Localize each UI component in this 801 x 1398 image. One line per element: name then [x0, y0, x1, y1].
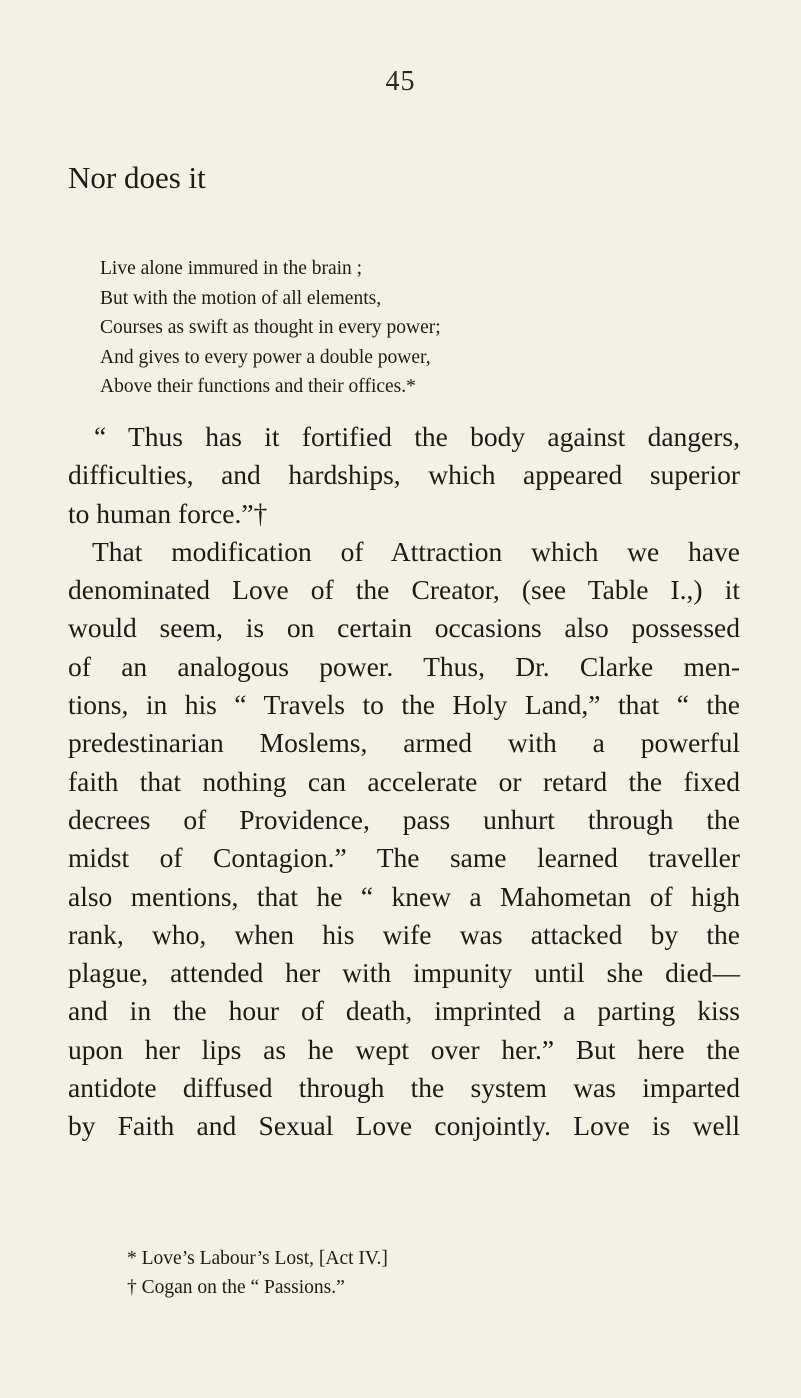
paragraph-2-line: faith that nothing can accelerate or retard the fixed — [68, 765, 740, 797]
verse-line: Courses as swift as thought in every power; — [100, 317, 441, 338]
paragraph-2-line: That modification of Attraction which we have — [92, 535, 740, 567]
paragraph-1-line: to human force.”† — [68, 497, 268, 529]
verse-line: Above their functions and their offices.* — [100, 376, 416, 397]
paragraph-2-line: denominated Love of the Creator, (see Table I.,) it — [68, 574, 740, 606]
footnote: * Love’s Labour’s Lost, [Act IV.] — [127, 1248, 388, 1269]
paragraph-2-line: and in the hour of death, imprinted a parting kiss — [68, 995, 740, 1027]
paragraph-2-line: midst of Contagion.” The same learned traveller — [68, 842, 740, 874]
footnote: † Cogan on the “ Passions.” — [127, 1277, 345, 1298]
paragraph-2-line: upon her lips as he wept over her.” But here the — [68, 1033, 740, 1065]
page-number: 45 — [385, 66, 416, 97]
paragraph-2-line: plague, attended her with impunity until she died— — [68, 957, 740, 989]
paragraph-2-line: would seem, is on certain occasions also possessed — [68, 612, 740, 644]
paragraph-2-line: rank, who, when his wife was attacked by the — [68, 918, 740, 950]
footnotes — [127, 1244, 388, 1302]
verse-line: And gives to every power a double power, — [100, 346, 431, 368]
paragraph-2-line: tions, in his “ Travels to the Holy Land,” that “ the — [68, 689, 740, 721]
paragraph-2-line: decrees of Providence, pass unhurt through the — [68, 803, 740, 835]
verse-quotation — [100, 254, 441, 402]
paragraph-2-line: by Faith and Sexual Love conjointly. Love is well — [68, 1110, 740, 1142]
verse-line: Live alone immured in the brain ; — [100, 258, 363, 279]
verse-line: But with the motion of all elements, — [100, 287, 382, 309]
paragraph-1-line: “ Thus has it fortified the body against dangers, — [94, 421, 740, 452]
paragraph-2-line: also mentions, that he “ knew a Mahometan of high — [68, 880, 740, 912]
body-text — [68, 418, 740, 1146]
paragraph-2-line: antidote diffused through the system was imparted — [68, 1072, 740, 1104]
paragraph-2-line: of an analogous power. Thus, Dr. Clarke men- — [68, 650, 740, 682]
paragraph-2-line: predestinarian Moslems, armed with a powerful — [68, 727, 740, 759]
paragraph-1-line: difficulties, and hardships, which appeared superior — [68, 459, 740, 491]
lead-in-line: Nor does it — [68, 160, 206, 195]
